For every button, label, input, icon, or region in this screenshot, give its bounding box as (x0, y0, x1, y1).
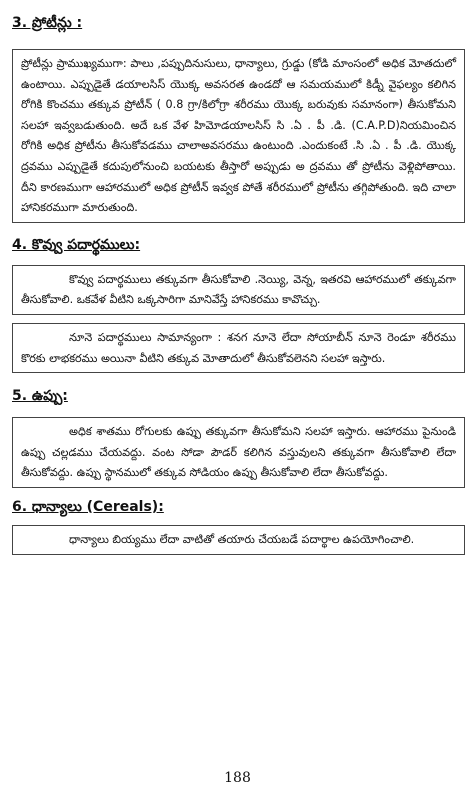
salt-heading: 5. ఉప్పు: (12, 388, 68, 405)
proteins-box (12, 49, 465, 223)
fats-paragraph-2: నూనె పదార్థములు సామాన్యంగా : శనగ నూనె లేదా సోయాబీన్ నూనె రెండూ శరీరము కొరకు లాభకరము అయినా వీటిని తక్కువ మోతాదులో తీసుకోవలెనని సలహా ఇస్తారు. (21, 330, 456, 365)
cereals-heading: 6. ధాన్యాలు (Cereals): (12, 498, 164, 515)
fats-box-2 (12, 323, 465, 373)
salt-box (12, 417, 465, 488)
proteins-paragraph: ప్రోటీన్లు ప్రాముఖ్యముగా: పాలు ,పప్పుదినుసులు, ధాన్యాలు, గ్రుడ్డు (కోడి మాంసంలో అధిక మోతదులో ఉంటాయి. ఎప్పుడైతే డయాలసిస్ యొక్క అవసరత ఉండదో ఆ సమయములో కిడ్నీ వైఫల్యం కలిగిన రోగికి కొంచము తక్కువ ప్రోటీన్ ( 0.8 గ్రా/కిలోగ్రా శరీరము యొక్క బరువుకు సమానంగా) తీసుకోమని సలహా ఇవ్వబడుతుంది. అదే ఒక వేళ హిమోడయాలసిస్ సి .ఏ . పీ .డి. (C.A.P.D)నియమించిన రోగికి అధిక ప్రోటీను తీసుకోవడము చాలాఅవసరము ఉంటుంది .ఎందుకంటే .సి .ఏ . పీ .డి. యొక్క ద్రవము ఎప్పుడైతే కదుపులోనుంచి బయటకు తీస్తారో అప్పుడు అ ద్రవము తో ప్రోటీను వెళ్లిపోతాయి. దీని కారణముగా ఆహారములో అధిక ప్రోటీన్ ఇవ్వక పోతే శరీరములో ప్రోటీను తగ్గిపోతుంది. ఇది చాలా హానికరముగా మారుతుంది. (21, 57, 456, 215)
page-number: 188 (224, 770, 251, 786)
fats-box-1 (12, 265, 465, 315)
cereals-box (12, 525, 465, 555)
cereals-paragraph: ధాన్యాలు బియ్యము లేదా వాటితో తయారు చేయబడే పదార్థాల ఉపయోగించాలి. (69, 532, 415, 546)
salt-paragraph: అధిక శాతము రోగులకు ఉప్పు తక్కువగా తీసుకోమని సలహా ఇస్తారు. ఆహారము పైనుండి ఉప్పు చల్లడము చేయవద్దు. వంట సోడా పౌడర్ కలిగిన వస్తువులని తక్కువగా తీసుకోవాలి లేదా తీసుకోవద్దు. ఉప్పు స్థానములో తక్కువ సోడియం ఉప్పు తీసుకోవాలి లేదా తీసుకోవద్దు. (21, 425, 456, 480)
fats-paragraph-1: కొవ్వు పదార్థములు తక్కువగా తీసుకోవాలి .నెయ్యి, వెన్న, ఇతరవి ఆహారములో తక్కువగా తీసుకోవాలి. ఒకవేళ వీటిని ఒక్కసారిగా మానివేస్తే హానికరము కావొచ్చు. (21, 272, 456, 307)
proteins-heading: 3. ప్రోటీన్లు : (12, 15, 83, 31)
fats-heading: 4. కొవ్వు పదార్థములు: (12, 236, 141, 253)
